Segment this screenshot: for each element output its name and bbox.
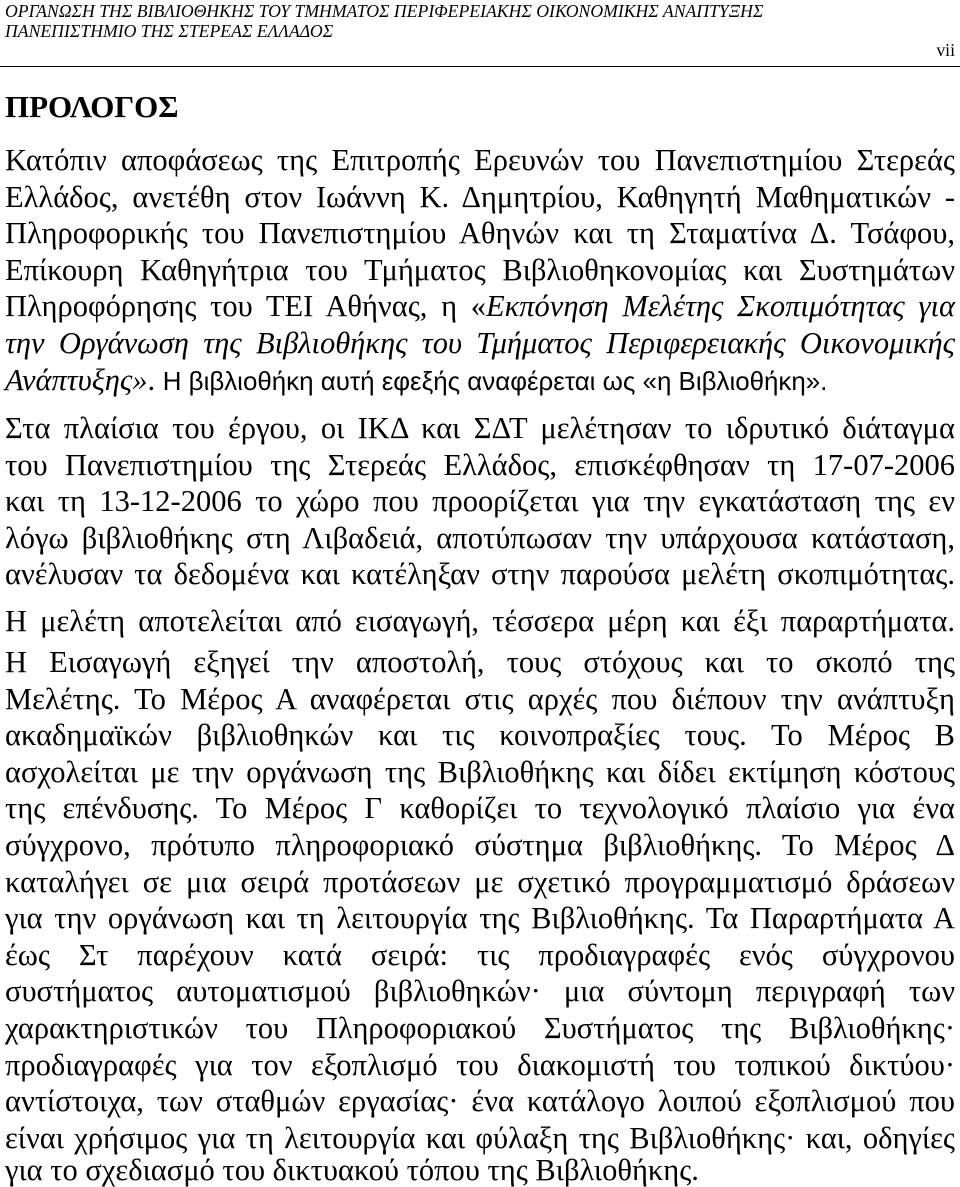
- text-line: [5, 288, 955, 325]
- text-line: χαρακτηριστικών του Πληροφοριακού Συστήματος της Βιβλιοθήκης·: [5, 1010, 955, 1045]
- text-line: Ελλάδος, ανετέθη στον Ιωάννη Κ. Δημητρίου, Καθηγητή Μαθηματικών -: [5, 179, 955, 214]
- text-line: Επίκουρη Καθηγήτρια του Τμήματος Βιβλιοθηκονομίας και Συστημάτων: [5, 252, 955, 287]
- text-line: Η μελέτη αποτελείται από εισαγωγή, τέσσερα μέρη και έξι παραρτήματα.: [5, 604, 955, 638]
- italic-text: Εκπόνηση Μελέτης Σκοπιμότητας για: [486, 289, 955, 324]
- text-line: Κατόπιν αποφάσεως της Επιτροπής Ερευνών του Πανεπιστημίου Στερεάς: [5, 143, 955, 177]
- text-line: Στα πλαίσια του έργου, οι ΙΚΔ και ΣΔΤ μελέτησαν το ιδρυτικό διάταγμα: [5, 411, 955, 445]
- paragraph-4: [5, 644, 955, 1187]
- text-line: ασχολείται με την οργάνωση της Βιβλιοθήκης και δίδει εκτίμηση κόστους: [5, 754, 955, 789]
- running-header-line-2: ΠΑΝΕΠΙΣΤΗΜΙΟ ΤΗΣ ΣΤΕΡΕΑΣ ΕΛΛΑΔΟΣ: [5, 21, 334, 41]
- text-line: Πληροφορικής του Πανεπιστημίου Αθηνών και τη Σταματίνα Δ. Τσάφου,: [5, 216, 955, 251]
- text-line: για το σχεδιασμό του δικτυακού τόπου της Βιβλιοθήκης.: [5, 1153, 699, 1187]
- paragraph-3: [5, 603, 955, 640]
- header-rule: [0, 66, 960, 67]
- text-line: είναι χρήσιμος για τη λειτουργία και φύλαξη της Βιβλιοθήκης· και, οδηγίες: [5, 1120, 955, 1155]
- text-line: Μελέτης. Το Μέρος Α αναφέρεται στις αρχές που διέπουν την ανάπτυξη: [5, 681, 955, 716]
- text-line: λόγω βιβλιοθήκης στη Λιβαδειά, αποτύπωσαν την υπάρχουσα κατάσταση,: [5, 520, 955, 555]
- paragraph-2: [5, 410, 955, 593]
- regular-text: .: [147, 362, 163, 397]
- text-line: ακαδημαϊκών βιβλιοθηκών και τις κοινοπραξίες τους. Το Μέρος Β: [5, 718, 955, 753]
- text-line: προδιαγραφές για τον εξοπλισμό του διακομιστή του τοπικού δικτύου·: [5, 1047, 955, 1082]
- italic-text: Ανάπτυξης»: [5, 362, 148, 397]
- italic-text-line: την Οργάνωση της Βιβλιοθήκης του Τμήματος Περιφερειακής Οικονομικής: [5, 325, 955, 360]
- sans-text: Η βιβλιοθήκη αυτή εφεξής αναφέρεται ως «η Βιβλιοθήκη».: [162, 367, 828, 396]
- regular-text: Πληροφόρησης του ΤΕΙ Αθήνας, η «: [5, 289, 486, 324]
- page-number: vii: [936, 40, 955, 60]
- text-line: αντίστοιχα, των σταθμών εργασίας· ένα κατάλογο λοιπού εξοπλισμού που: [5, 1084, 955, 1119]
- text-line: σύγχρονο, πρότυπο πληροφοριακό σύστημα βιβλιοθήκης. Το Μέρος Δ: [5, 827, 955, 862]
- text-line: και τη 13-12-2006 το χώρο που προορίζεται για την εγκατάσταση της εν: [5, 484, 955, 519]
- text-line: ανέλυσαν τα δεδομένα και κατέληξαν στην παρούσα μελέτη σκοπιμότητας.: [5, 557, 955, 592]
- paragraph-1: [5, 142, 955, 400]
- text-line: [5, 362, 955, 401]
- text-line: έως Στ παρέχουν κατά σειρά: τις προδιαγραφές ενός σύγχρονου: [5, 937, 955, 972]
- text-line: συστήματος αυτοματισμού βιβλιοθηκών· μια σύντομη περιγραφή των: [5, 974, 955, 1009]
- page-title: ΠΡΟΛΟΓΟΣ: [5, 89, 179, 124]
- running-header-line-1: ΟΡΓΑΝΩΣΗ ΤΗΣ ΒΙΒΛΙΟΘΗΚΗΣ ΤΟΥ ΤΜΗΜΑΤΟΣ ΠΕΡΙΦΕΡΕΙΑΚΗΣ ΟΙΚΟΝΟΜΙΚΗΣ ΑΝΑΠΤΥΞΗΣ: [5, 1, 764, 21]
- text-line: της επένδυσης. Το Μέρος Γ καθορίζει το τεχνολογικό πλαίσιο για ένα: [5, 791, 955, 826]
- text-line: καταλήγει σε μια σειρά προτάσεων με σχετικό προγραμματισμό δράσεων: [5, 864, 955, 899]
- text-line: Η Εισαγωγή εξηγεί την αποστολή, τους στόχους και το σκοπό της: [5, 645, 955, 679]
- text-line: του Πανεπιστημίου της Στερεάς Ελλάδος, επισκέφθησαν τη 17-07-2006: [5, 447, 955, 482]
- text-line: για την οργάνωση και τη λειτουργία της Βιβλιοθήκης. Τα Παραρτήματα Α: [5, 901, 955, 936]
